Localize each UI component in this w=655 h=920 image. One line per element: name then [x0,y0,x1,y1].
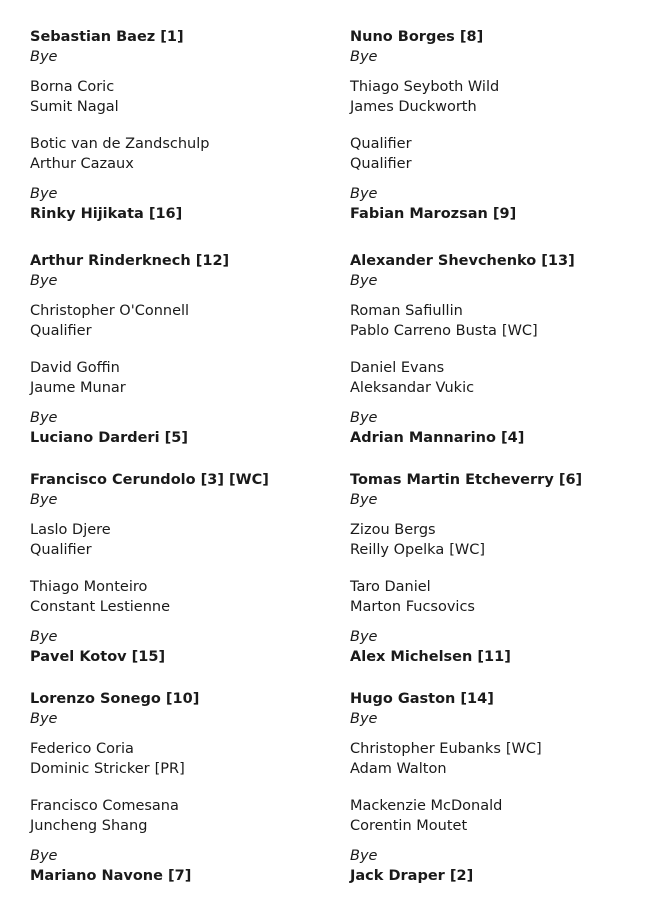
draw-column-right [350,27,650,908]
draw-section [30,251,330,470]
player-name [350,378,650,398]
entry-name: Jaume Munar [30,380,126,396]
player-name [350,759,650,779]
player-name [350,796,650,816]
entry-name: Hugo Gaston [14] [350,691,494,707]
entry-name: Thiago Monteiro [30,579,148,595]
player-name [30,520,330,540]
player-name [350,301,650,321]
player-name [350,816,650,836]
seeded-player [30,27,330,47]
entry-name: Jack Draper [2] [350,868,474,884]
bye-slot [350,408,650,428]
entry-name: Arthur Rinderknech [12] [30,253,230,269]
entry-name: Laslo Djere [30,522,111,538]
entry-name: Juncheng Shang [30,818,148,834]
player-name [350,358,650,378]
player-name [350,77,650,97]
seeded-player [350,428,650,448]
entry-name: Bye [30,848,58,864]
entry-name: David Goffin [30,360,120,376]
bye-slot [30,184,330,204]
seeded-player [30,204,330,224]
entry-name: Bye [350,410,378,426]
entry-name: Bye [350,49,378,65]
player-name [350,154,650,174]
seeded-player [30,689,330,709]
draw-section [350,689,650,908]
bye-slot [30,408,330,428]
player-name [350,540,650,560]
entry-name: Bye [30,410,58,426]
entry-name: Bye [350,492,378,508]
draw-column-left [30,27,330,908]
entry-name: Bye [30,711,58,727]
entry-name: Sumit Nagal [30,99,119,115]
entry-name: Borna Coric [30,79,115,95]
entry-name: Tomas Martin Etcheverry [6] [350,472,583,488]
player-name [30,134,330,154]
entry-name: Francisco Comesana [30,798,179,814]
seeded-player [350,647,650,667]
entry-name: Corentin Moutet [350,818,468,834]
bye-slot [350,490,650,510]
entry-name: Botic van de Zandschulp [30,136,210,152]
bye-slot [350,846,650,866]
player-name [30,97,330,117]
seeded-player [30,251,330,271]
entry-name: Sebastian Baez [1] [30,29,184,45]
draw-section [350,27,650,251]
bye-slot [350,47,650,67]
entry-name: Fabian Marozsan [9] [350,206,517,222]
seeded-player [350,689,650,709]
player-name [30,796,330,816]
entry-name: Bye [350,273,378,289]
seeded-player [350,251,650,271]
entry-name: Nuno Borges [8] [350,29,484,45]
seeded-player [350,470,650,490]
entry-name: Aleksandar Vukic [350,380,475,396]
entry-tag: [WC] [501,323,538,339]
bye-slot [30,490,330,510]
entry-name: Francisco Cerundolo [3] [WC] [30,472,269,488]
entry-name: Constant Lestienne [30,599,171,615]
bye-slot [30,271,330,291]
entry-name: Roman Safiullin [350,303,463,319]
entry-name: Taro Daniel [350,579,431,595]
player-name [30,540,330,560]
entry-name: Bye [30,273,58,289]
player-name [30,739,330,759]
entry-name: Daniel Evans [350,360,445,376]
player-name [350,597,650,617]
entry-name: Alexander Shevchenko [13] [350,253,575,269]
player-name [30,816,330,836]
entry-name: Adam Walton [350,761,447,777]
entry-name: Luciano Darderi [5] [30,430,188,446]
entry-name: Bye [350,186,378,202]
bye-slot [350,271,650,291]
seeded-player [30,428,330,448]
entry-name: Bye [30,629,58,645]
entry-name: Reilly Opelka [350,542,445,558]
bye-slot [30,846,330,866]
entry-name: Qualifier [350,136,412,152]
entry-name: Christopher Eubanks [350,741,501,757]
bye-slot [30,47,330,67]
player-name [350,739,650,759]
player-name [30,154,330,174]
seeded-player [30,470,330,490]
entry-name: Qualifier [30,542,92,558]
entry-name: Bye [30,186,58,202]
player-name [30,378,330,398]
draw-section [30,470,330,689]
seeded-player [350,866,650,886]
entry-name: James Duckworth [350,99,477,115]
entry-name: Pavel Kotov [15] [30,649,166,665]
draw-section [350,470,650,689]
entry-name: Dominic Stricker [30,761,150,777]
seeded-player [350,27,650,47]
entry-name: Qualifier [350,156,412,172]
seeded-player [30,647,330,667]
entry-name: Arthur Cazaux [30,156,134,172]
entry-name: Lorenzo Sonego [10] [30,691,200,707]
entry-name: Christopher O'Connell [30,303,190,319]
player-name [30,597,330,617]
entry-name: Bye [30,49,58,65]
entry-name: Bye [350,629,378,645]
entry-tag: [WC] [505,741,542,757]
entry-name: Qualifier [30,323,92,339]
bye-slot [350,709,650,729]
entry-tag: [PR] [154,761,185,777]
seeded-player [30,866,330,886]
draw-section [30,689,330,908]
player-name [350,321,650,341]
player-name [30,577,330,597]
entry-tag: [WC] [449,542,485,558]
player-name [350,577,650,597]
entry-name: Bye [350,711,378,727]
entry-name: Zizou Bergs [350,522,436,538]
entry-name: Adrian Mannarino [4] [350,430,525,446]
bye-slot [30,627,330,647]
player-name [350,134,650,154]
player-name [30,301,330,321]
entry-name: Federico Coria [30,741,134,757]
entry-name: Pablo Carreno Busta [350,323,497,339]
entry-name: Mackenzie McDonald [350,798,503,814]
bye-slot [30,709,330,729]
entry-name: Bye [350,848,378,864]
bye-slot [350,184,650,204]
draw-section [350,251,650,470]
seeded-player [350,204,650,224]
player-name [30,321,330,341]
player-name [30,759,330,779]
bye-slot [350,627,650,647]
entry-name: Bye [30,492,58,508]
entry-name: Mariano Navone [7] [30,868,192,884]
entry-name: Marton Fucsovics [350,599,475,615]
entry-name: Thiago Seyboth Wild [350,79,500,95]
entry-name: Rinky Hijikata [16] [30,206,183,222]
player-name [30,77,330,97]
player-name [350,97,650,117]
draw-section [30,27,330,251]
player-name [30,358,330,378]
entry-name: Alex Michelsen [11] [350,649,511,665]
player-name [350,520,650,540]
